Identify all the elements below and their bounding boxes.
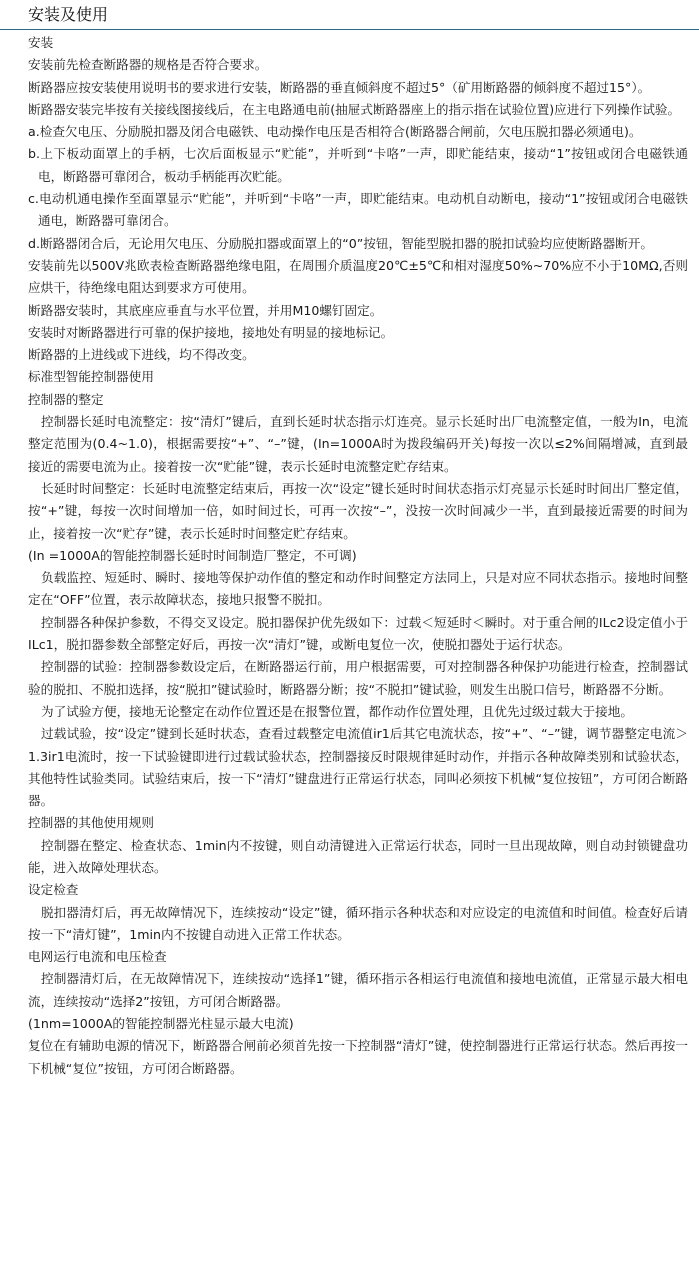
paragraph: 负载监控、短延时、瞬时、接地等保护动作值的整定和动作时间整定方法同上，只是对应不同状态指示。接地时间整定在“OFF”位置，表示故障状态，接地只报警不脱扣。 — [28, 570, 688, 608]
paragraph: 为了试验方便，接地无论整定在动作位置还是在报警位置，都作动作位置处理，且优先过级过载大于接地。 — [41, 703, 633, 719]
paragraph: (In =1000A的智能控制器长延时时间制造厂整定，不可调) — [28, 547, 357, 563]
paragraph: 安装前先以500V兆欧表检查断路器绝缘电阻，在周围介质温度20℃±5℃和相对湿度50%~70%应不小于10MΩ,否则应烘干，待绝缘电阻达到要求方可使用。 — [28, 257, 688, 296]
list-item: d.断路器闭合后，无论用欠电压、分励脱扣器或面罩上的“0”按钮，智能型脱扣器的脱扣试验均应使断路器断开。 — [28, 235, 653, 251]
paragraph: 断路器的上进线或下进线，均不得改变。 — [28, 347, 255, 363]
section-header — [0, 0, 699, 30]
paragraph: (1nm=1000A的智能控制器光柱显示最大电流) — [28, 1016, 294, 1032]
section-heading: 电网运行电流和电压检查 — [28, 949, 167, 965]
list-item: a.检查欠电压、分励脱扣器及闭合电磁铁、电动操作电压是否相符合(断路器合闸前，欠电压脱扣器必须通电)。 — [28, 124, 642, 140]
paragraph: 断路器安装完毕按有关接线图接线后，在主电路通电前(抽屉式断路器座上的指示指在试验位置)应进行下列操作试验。 — [28, 101, 681, 117]
paragraph: 控制器长延时电流整定：按“清灯”键后，直到长延时状态指示灯连亮。显示长延时出厂电流整定值，一般为In，电流整定范围为(0.4~1.0)，根据需要按“+”、“–”键，(In=1000A时为拨段编码开关)每按一次以≤2%间隔增减，直到最接近的需要电流为止。接着按一次“贮能”键，表示长延时电流整定贮存结束。 — [28, 414, 688, 474]
paragraph: 复位在有辅助电源的情况下，断路器合闸前必须首先按一下控制器“清灯”键，使控制器进行正常运行状态。然后再按一下机械“复位”按钮，方可闭合断路器。 — [28, 1038, 688, 1076]
paragraph: 断路器安装时，其底座应垂直与水平位置，并用M10螺钉固定。 — [28, 302, 383, 318]
paragraph: 脱扣器清灯后，再无故障情况下，连续按动“设定”键，循环指示各种状态和对应设定的电流值和时间值。检查好后请按一下“清灯键”，1min内不按键自动进入正常工作状态。 — [28, 904, 688, 942]
paragraph: 安装 — [28, 35, 54, 50]
page-title: 安装及使用 — [28, 5, 109, 24]
paragraph: 长延时时间整定：长延时电流整定结束后，再按一次“设定”键长延时时间状态指示灯亮显示长延时时间出厂整定值，按“+”键，每按一次时间增加一倍，如时间过长，可再一次按“–”，没按一次时间减少一半，直到最接近需要的时间为止，接着按一次“贮存”键，表示长延时时间整定贮存结束。 — [28, 480, 688, 541]
list-item: b.上下板动面罩上的手柄，七次后面板显示“贮能”，并听到“卡咯”一声，即贮能结束，接动“1”按钮或闭合电磁铁通电，断路器可靠闭合，板动手柄能再次贮能。 — [28, 146, 688, 184]
paragraph: 控制器的试验：控制器参数设定后，在断路器运行前，用户根据需要，可对控制器各种保护功能进行检查，控制器试验的脱扣、不脱扣选择，按“脱扣”键试验时，断路器分断；按“不脱扣”键试验，则发生出脱口信号，断路器不分断。 — [28, 659, 688, 697]
paragraph: 控制器在整定、检查状态、1min内不按键，则自动清键进入正常运行状态，同时一旦出现故障，则自动封锁键盘功能，进入故障处理状态。 — [28, 837, 688, 875]
section-heading: 标准型智能控制器使用 — [28, 369, 154, 385]
paragraph: 断路器应按安装使用说明书的要求进行安装，断路器的垂直倾斜度不超过5°（矿用断路器的倾斜度不超过15°）。 — [28, 79, 651, 95]
paragraph: 控制器清灯后，在无故障情况下，连续按动“选择1”键，循环指示各相运行电流值和接地电流值，正常显示最大相电流，连续按动“选择2”按钮，方可闭合断路器。 — [28, 971, 688, 1009]
paragraph: 安装前先检查断路器的规格是否符合要求。 — [28, 57, 268, 73]
section-heading: 控制器的其他使用规则 — [28, 815, 154, 831]
section-heading: 控制器的整定 — [28, 391, 104, 407]
paragraph: 过载试验，按“设定”键到长延时状态，查看过载整定电流值ir1后其它电流状态，按“+”、“–”键，调节器整定电流＞1.3ir1电流时，按一下试验键即进行过载试验状态，控制器接反时限规律延时动作，并指示各种故障类别和试验状态，其他特性试验类同。试验结束后，按一下“清灯”键盘进行正常运行状态，同叫必须按下机械“复位按钮”，方可闭合断路器。 — [28, 726, 688, 809]
document-body — [28, 32, 688, 1080]
paragraph: 安装时对断路器进行可靠的保护接地，接地处有明显的接地标记。 — [28, 324, 394, 340]
list-item: c.电动机通电操作至面罩显示“贮能”，并听到“卡咯”一声，即贮能结束。电动机自动断电，接动“1”按钮或闭合电磁铁通电，断路器可靠闭合。 — [28, 191, 688, 229]
paragraph: 控制器各种保护参数，不得交叉设定。脱扣器保护优先级如下：过载＜短延时＜瞬时。对于重合闸的ⅠLc2设定值小于ⅠLc1，脱扣器参数全部整定好后，再按一次“清灯”键，或断电复位一次，使脱扣器处于运行状态。 — [28, 614, 688, 653]
section-heading: 设定检查 — [28, 882, 79, 898]
